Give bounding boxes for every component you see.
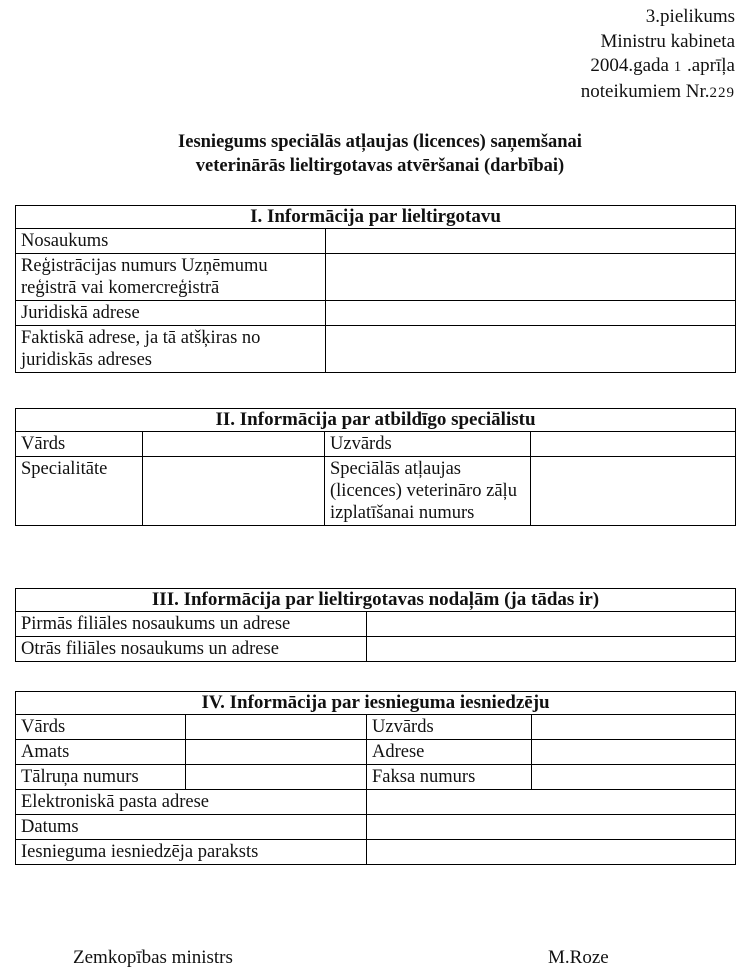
section-3-heading: III. Informācija par lieltirgotavas nodaļām (ja tādas ir) [16,589,736,612]
title-line-2: veterinārās lieltirgotavas atvēršanai (darbībai) [195,156,565,176]
applicant-surname-value[interactable] [532,715,736,740]
annex-cabinet: Ministru kabineta [600,30,735,52]
annex-header [495,5,735,105]
address-label: Adrese [367,740,532,765]
address-value[interactable] [532,740,736,765]
email-label: Elektroniskā pasta adrese [16,790,367,815]
annex-year: 2004.gada [590,55,669,76]
position-label: Amats [16,740,186,765]
license-number-value[interactable] [531,457,736,526]
specialty-value[interactable] [143,457,325,526]
specialist-surname-label: Uzvārds [325,432,531,457]
actual-address-value[interactable] [326,326,736,373]
branch-2-value[interactable] [367,637,736,662]
position-value[interactable] [186,740,367,765]
applicant-name-value[interactable] [186,715,367,740]
phone-label: Tālruņa numurs [16,765,186,790]
registration-label: Reģistrācijas numurs Uzņēmumu reģistrā vai komercreģistrā [16,254,326,301]
fax-label: Faksa numurs [367,765,532,790]
title-line-1: Iesniegums speciālās atļaujas (licences) saņemšanai [178,132,582,152]
minister-name: M.Roze [548,947,609,968]
section-4-heading: IV. Informācija par iesnieguma iesniedzēju [16,692,736,715]
annex-month: .aprīļa [686,55,735,76]
section-4-table [15,691,736,865]
email-value[interactable] [367,790,736,815]
signature-value[interactable] [367,840,736,865]
legal-address-label: Juridiskā adrese [16,301,326,326]
legal-address-value[interactable] [326,301,736,326]
branch-1-value[interactable] [367,612,736,637]
registration-value[interactable] [326,254,736,301]
fax-value[interactable] [532,765,736,790]
section-3-table [15,588,736,662]
applicant-name-label: Vārds [16,715,186,740]
branch-2-label: Otrās filiāles nosaukums un adrese [16,637,367,662]
annex-regulation-label: noteikumiem Nr. [580,80,710,102]
actual-address-label: Faktiskā adrese, ja tā atšķiras no juridiskās adreses [16,326,326,373]
applicant-surname-label: Uzvārds [367,715,532,740]
section-1-heading: I. Informācija par lieltirgotavu [16,206,736,229]
license-number-label: Speciālās atļaujas (licences) veterināro zāļu izplatīšanai numurs [325,457,531,526]
annex-day: 1 [673,59,683,75]
name-label: Nosaukums [16,229,326,254]
section-1-table [15,205,736,373]
specialist-surname-value[interactable] [531,432,736,457]
section-2-heading: II. Informācija par atbildīgo speciālistu [16,409,736,432]
annex-regulation-number: 229 [709,84,735,101]
annex-regulation [495,80,735,106]
phone-value[interactable] [186,765,367,790]
annex-date [495,54,735,80]
specialist-name-label: Vārds [16,432,143,457]
signature-label: Iesnieguma iesniedzēja paraksts [16,840,367,865]
section-2-table [15,408,736,526]
specialty-label: Specialitāte [16,457,143,526]
date-label: Datums [16,815,367,840]
branch-1-label: Pirmās filiāles nosaukums un adrese [16,612,367,637]
minister-title: Zemkopības ministrs [73,947,233,968]
annex-number: 3.pielikums [645,6,735,27]
document-title [90,130,670,178]
name-value[interactable] [326,229,736,254]
date-value[interactable] [367,815,736,840]
specialist-name-value[interactable] [143,432,325,457]
